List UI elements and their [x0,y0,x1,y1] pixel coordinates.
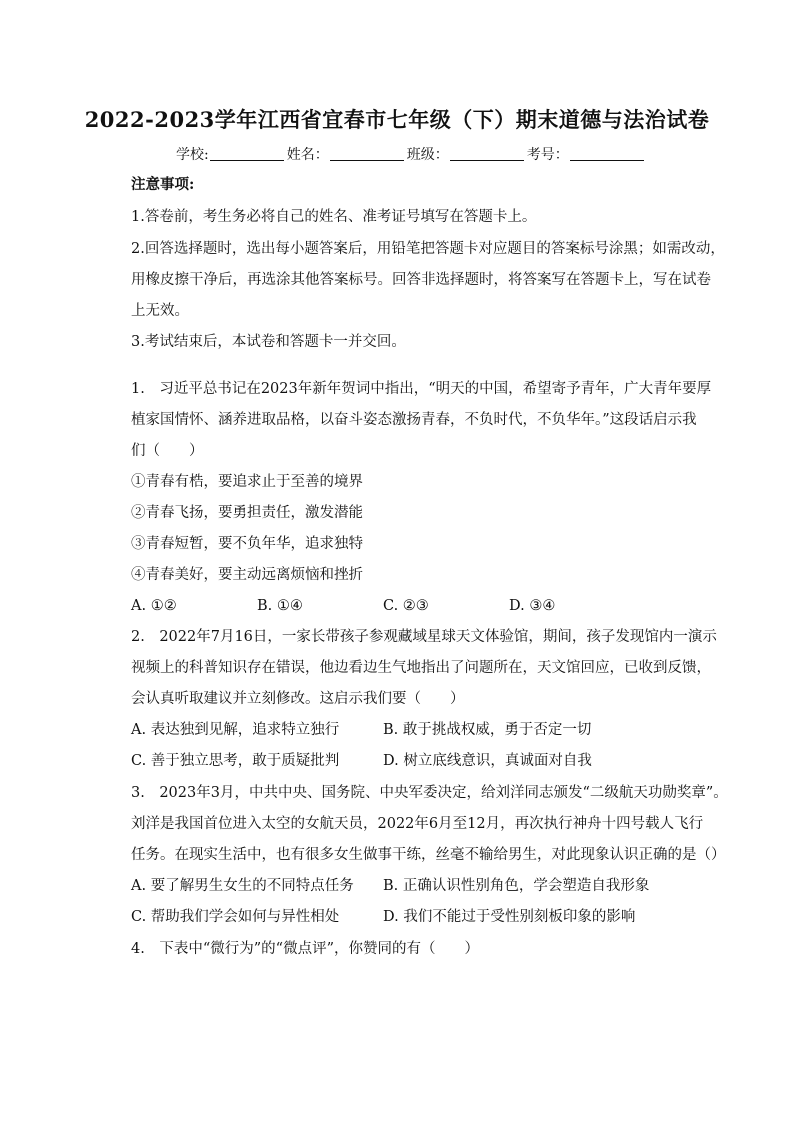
q2-option-c[interactable]: C. 善于独立思考，敢于质疑批判 [131,753,340,769]
q3-stem: 任务。在现实生活中，也有很多女生做事干练，丝毫不输给男生，对此现象认识正确的是（） [131,847,726,863]
q2-options-row [131,752,635,770]
q2-options-row [131,721,635,739]
q1-stem: 们（ ） [131,443,204,459]
q2-stem: 2. 2022年7月16日，一家长带孩子参观藏域星球天文体验馆，期间，孩子发现馆内一演示 [131,629,717,645]
q1-stem: 植家国情怀、涵养进取品格，以奋斗姿态激扬青春，不负时代，不负华年。”这段话启示我 [131,412,697,428]
q1-item: ②青春飞扬，要勇担责任，激发潜能 [131,505,363,521]
exam-title: 2022-2023学年江西省宜春市七年级（下）期末道德与法治试卷 [84,107,710,132]
q1-item: ①青春有梏，要追求止于至善的境界 [131,474,363,490]
notice-line: 3.考试结束后，本试卷和答题卡一并交回。 [131,334,406,350]
notice-line: 1.答卷前，考生务必将自己的姓名、准考证号填写在答题卡上。 [131,209,537,225]
number-blank [570,146,644,161]
q1-item: ④青春美好，要主动远离烦恼和挫折 [131,567,363,583]
notice-line: 用橡皮擦干净后，再选涂其他答案标号。回答非选择题时，将答案写在答题卡上，写在试卷 [131,272,711,288]
q4-stem: 4. 下表中“微行为”的“微点评”，你赞同的有（ ） [131,941,479,957]
q3-stem: 3. 2023年3月，中共中央、国务院、中央军委决定，给刘洋同志颁发“二级航天功勋奖章”。 [131,785,728,801]
q1-option-c[interactable]: C. ②③ [383,598,429,614]
q3-option-b[interactable]: B. 正确认识性别角色，学会塑造自我形象 [383,878,650,894]
q3-option-a[interactable]: A. 要了解男生女生的不同特点任务 [131,878,354,894]
name-label: 姓名： [286,147,329,163]
q2-option-d[interactable]: D. 树立底线意识，真诚面对自我 [383,753,592,769]
q2-stem: 视频上的科普知识存在错误，他边看边生气地指出了问题所在，天文馆回应，已收到反馈， [131,660,711,676]
school-blank [210,146,284,161]
q1-stem: 1. 习近平总书记在2023年新年贺词中指出，“明天的中国，希望寄予青年，广大青年要厚 [131,381,712,397]
q3-options-row [131,877,650,895]
notice-line: 2.回答选择题时，选出每小题答案后，用铅笔把答题卡对应题目的答案标号涂黑；如需改动， [131,241,725,257]
q1-option-b[interactable]: B. ①④ [257,598,303,614]
q2-stem: 会认真听取建议并立刻修改。这启示我们要（ ） [131,691,465,707]
q3-option-c[interactable]: C. 帮助我们学会如何与异性相处 [131,909,340,925]
q3-options-row [131,908,635,926]
q1-options [131,597,635,615]
q3-option-d[interactable]: D. 我们不能过于受性别刻板印象的影响 [383,909,636,925]
student-info-row [176,144,647,164]
class-label: 班级： [406,147,449,163]
q2-option-a[interactable]: A. 表达独到见解，追求特立独行 [131,722,340,738]
q3-stem: 刘洋是我国首位进入太空的女航天员，2022年6月至12月，再次执行神舟十四号载人飞行 [131,816,704,832]
notice-line: 上无效。 [131,303,189,319]
name-blank [330,146,404,161]
school-label: 学校: [176,147,209,163]
notice-heading: 注意事项: [131,176,195,193]
q1-option-d[interactable]: D. ③④ [509,598,556,614]
q2-option-b[interactable]: B. 敢于挑战权威，勇于否定一切 [383,722,592,738]
q1-option-a[interactable]: A. ①② [131,598,177,614]
q1-item: ③青春短暂，要不负年华，追求独特 [131,536,363,552]
class-blank [450,146,524,161]
number-label: 考号： [526,147,569,163]
